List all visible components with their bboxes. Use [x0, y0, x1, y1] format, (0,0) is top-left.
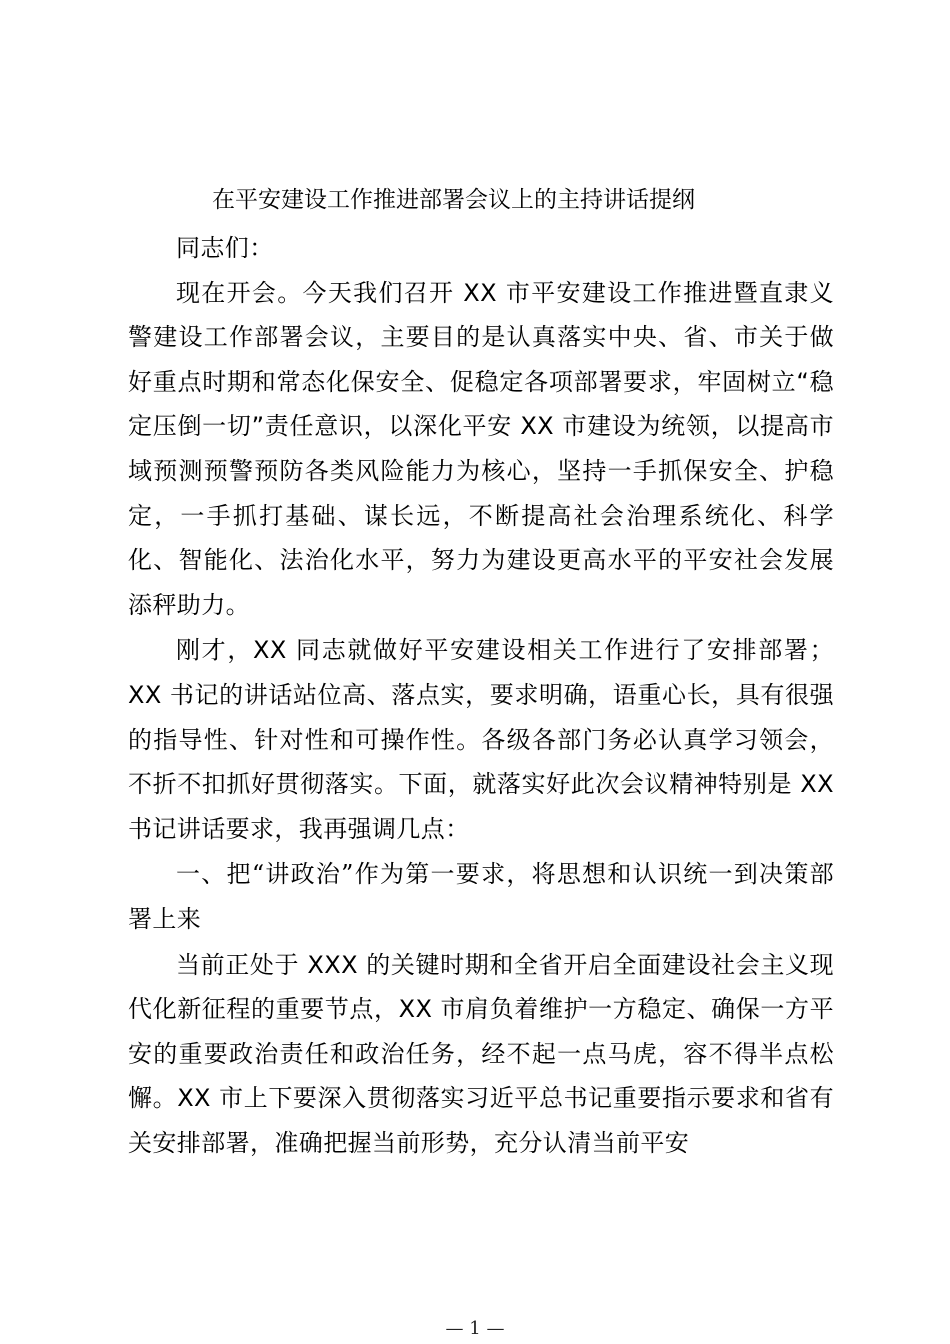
- paragraph-summary: 刚才，XX 同志就做好平安建设相关工作进行了安排部署；XX 书记的讲话站位高、落点实，要求明确，语重心长，具有很强的指导性、针对性和可操作性。各级各部门务必认真学习领会，不折不扣抓好贯彻落实。下面，就落实好此次会议精神特别是 XX 书记讲话要求，我再强调几点：: [128, 636, 834, 843]
- salutation: 同志们：: [176, 234, 274, 262]
- section-heading: 一、把“讲政治”作为第一要求，将思想和认识统一到决策部署上来: [128, 860, 834, 933]
- document-title: 在平安建设工作推进部署会议上的主持讲话提纲: [212, 187, 695, 213]
- paragraph-opening: 现在开会。今天我们召开 XX 市平安建设工作推进暨直隶义警建设工作部署会议，主要目的是认真落实中央、省、市关于做好重点时期和常态化保安全、促稳定各项部署要求，牢固树立“稳定压倒一切”责任意识，以深化平安 XX 市建设为统领，以提高市域预测预警预防各类风险能力为核心，坚持一手抓保安全、护稳定，一手抓打基础、谋长远，不断提高社会治理系统化、科学化、智能化、法治化水平，努力为建设更高水平的平安社会发展添秤助力。: [128, 278, 835, 619]
- page-number: — 1 —: [445, 1318, 505, 1339]
- document-body: [128, 226, 834, 1166]
- section-paragraph: 当前正处于 XXX 的关键时期和全省开启全面建设社会主义现代化新征程的重要节点，XX 市肩负着维护一方稳定、确保一方平安的重要政治责任和政治任务，经不起一点马虎，容不得半点松懈。XX 市上下要深入贯彻落实习近平总书记重要指示要求和省有关安排部署，准确把握当前形势，充分认清当前平安: [128, 950, 834, 1157]
